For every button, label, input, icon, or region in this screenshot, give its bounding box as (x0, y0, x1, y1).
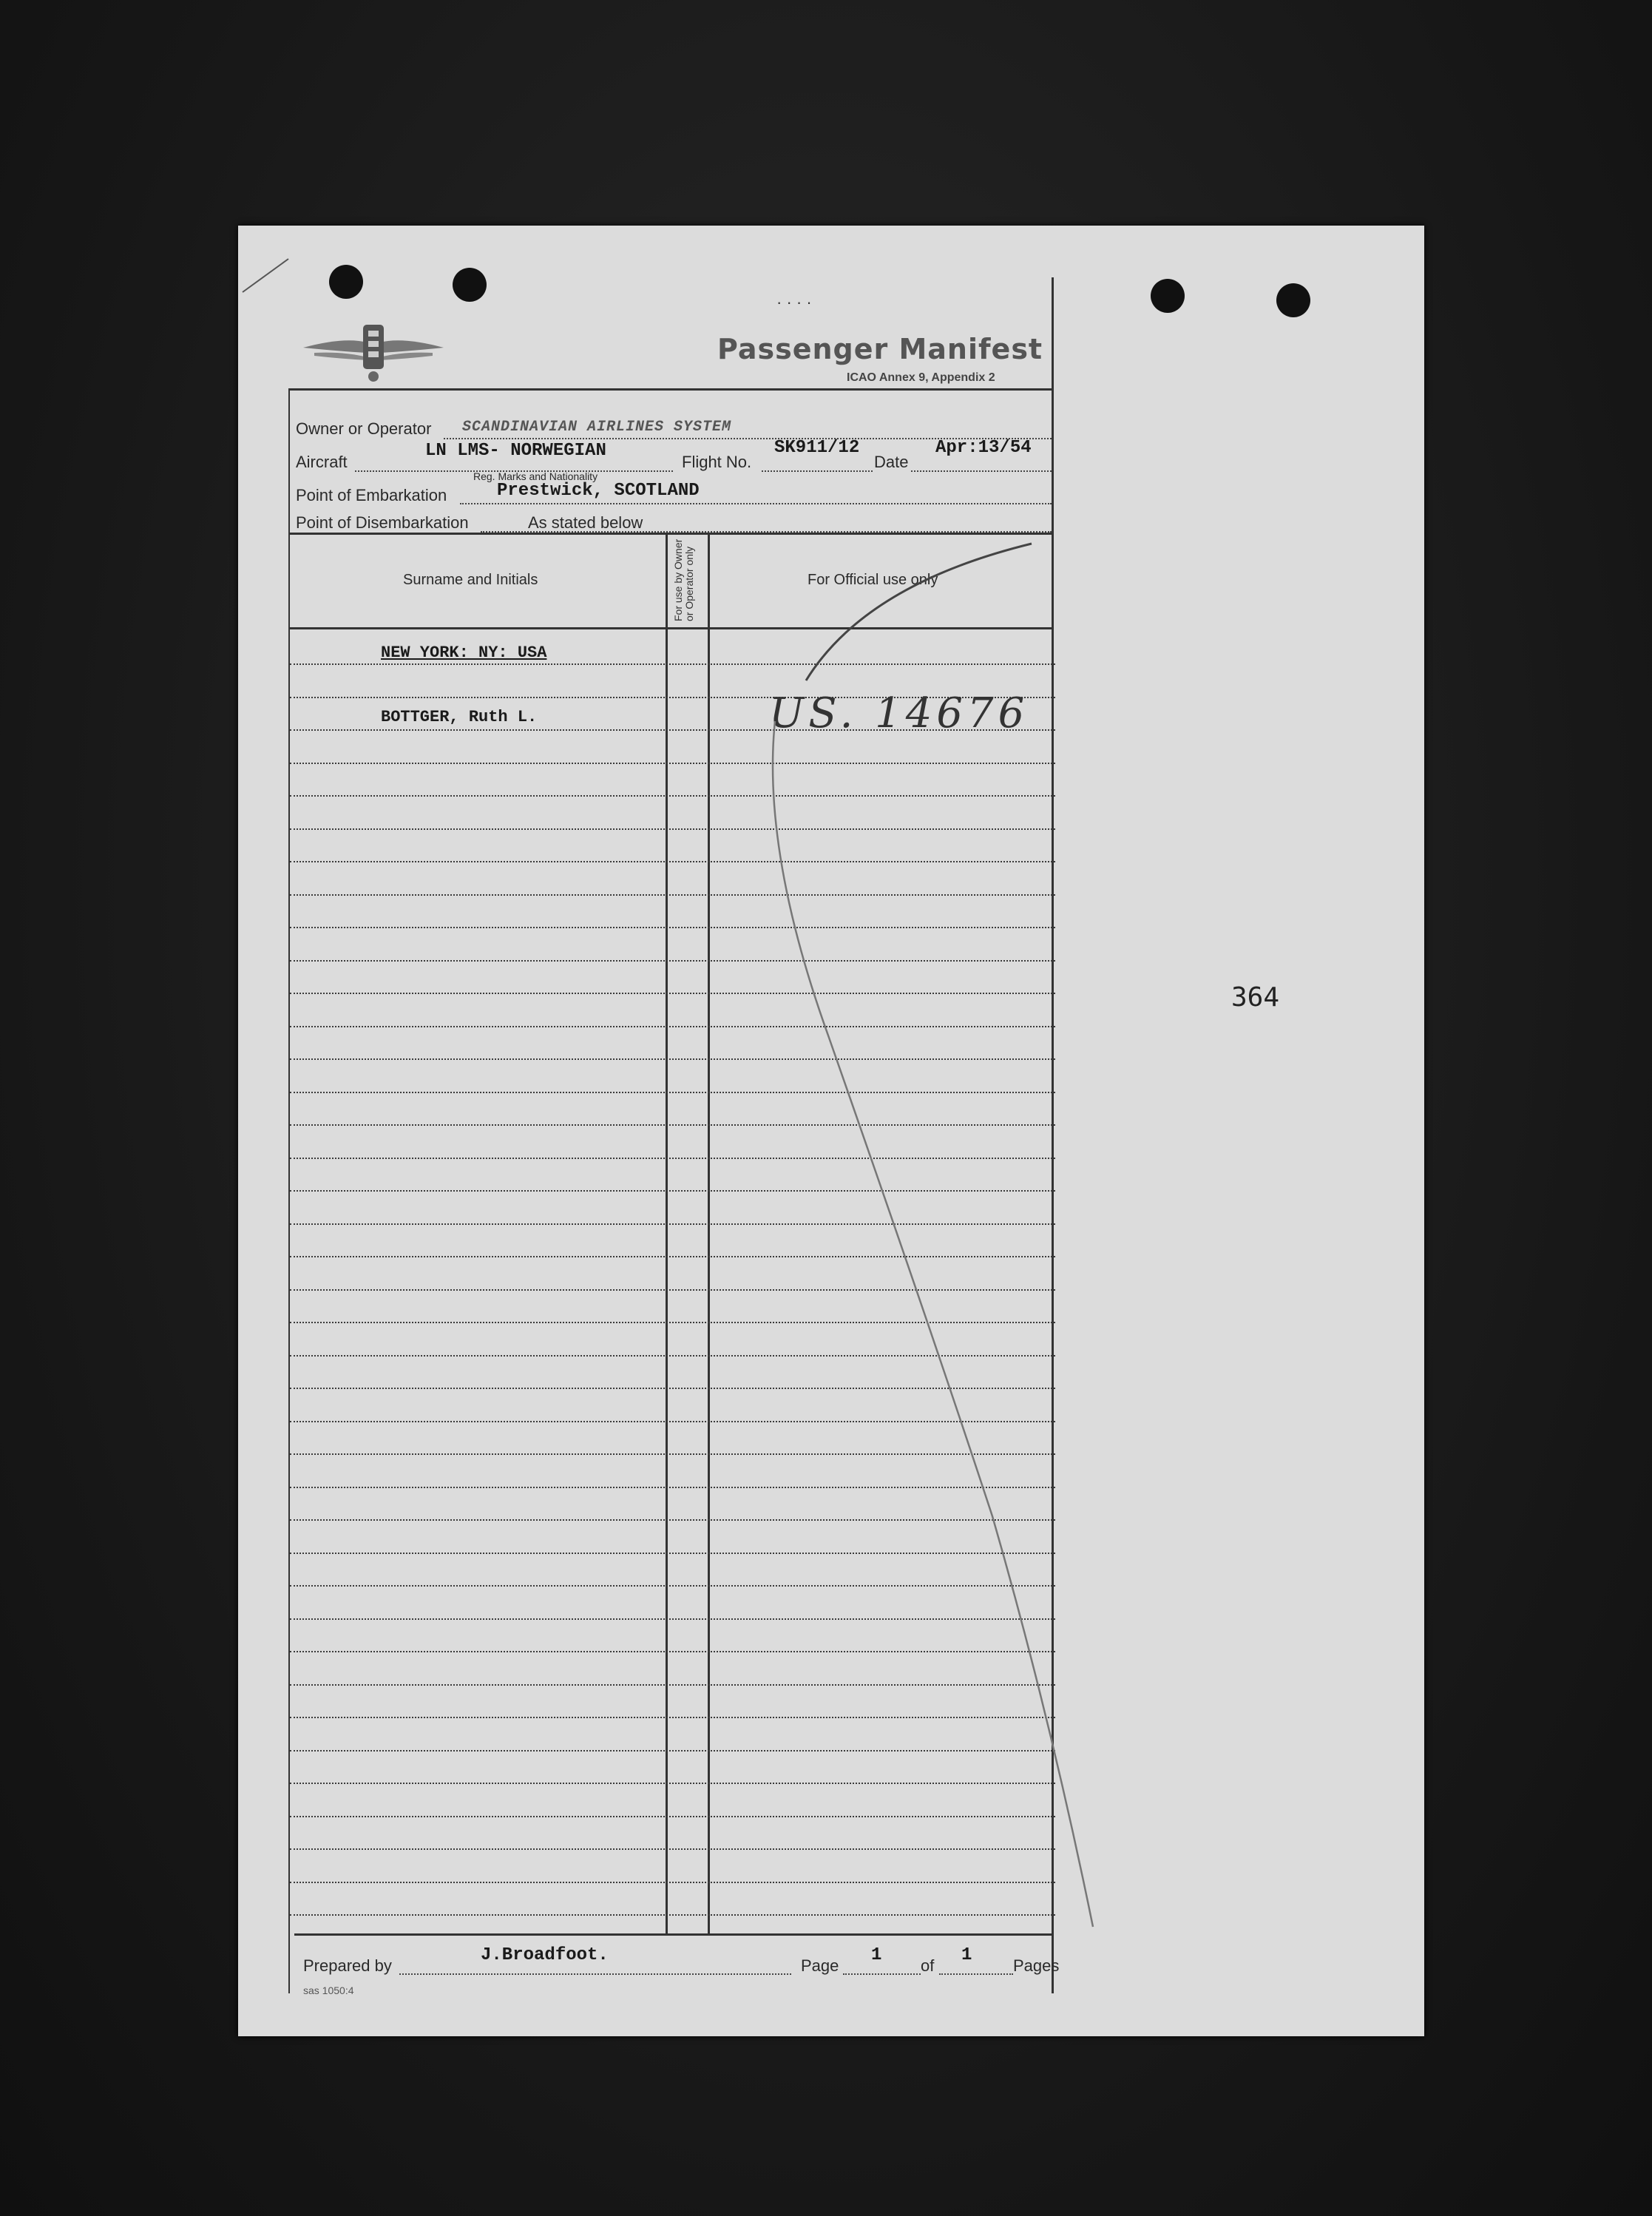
page-underline (843, 1973, 921, 1975)
embarkation-value: Prestwick, SCOTLAND (497, 481, 700, 501)
disembarkation-label: Point of Disembarkation (296, 513, 469, 532)
aircraft-value: LN LMS- NORWEGIAN (425, 441, 606, 461)
form-reference: ICAO Annex 9, Appendix 2 (847, 371, 995, 384)
aircraft-label: Aircraft (296, 453, 348, 471)
col-official-header: For Official use only (808, 572, 938, 588)
aircraft-sublabel: Reg. Marks and Nationality (473, 470, 598, 482)
date-label: Date (874, 453, 909, 471)
of-label: of (921, 1956, 935, 1975)
of-underline (939, 1973, 1013, 1975)
scribble-marks: · · · · (776, 293, 812, 311)
prepared-value: J.Broadfoot. (481, 1945, 609, 1965)
page-stamp-number: 364 (1231, 982, 1280, 1013)
page-value: 1 (871, 1945, 882, 1965)
flight-label: Flight No. (682, 453, 752, 471)
date-value: Apr:13/54 (935, 438, 1032, 458)
pages-label: Pages (1013, 1956, 1060, 1975)
embarkation-label: Point of Embarkation (296, 486, 447, 504)
disembarkation-value: As stated below (528, 513, 643, 532)
of-value: 1 (961, 1945, 972, 1965)
owner-value: SCANDINAVIAN AIRLINES SYSTEM (462, 419, 732, 436)
flight-value: SK911/12 (774, 438, 860, 458)
table-row-official-note: US. 14676 (769, 689, 1029, 737)
table-row-surname: BOTTGER, Ruth L. (381, 708, 538, 726)
page-label: Page (801, 1956, 839, 1975)
prepared-underline (399, 1973, 791, 1975)
prepared-label: Prepared by (303, 1956, 392, 1975)
table-bottom-line (294, 1933, 1054, 1936)
col-surname-header: Surname and Initials (403, 572, 538, 588)
form-title: Passenger Manifest (717, 333, 1043, 365)
table-row-surname: NEW YORK: NY: USA (381, 643, 547, 662)
col-owner-header: For use by Owner or Operator only (672, 538, 695, 621)
owner-label: Owner or Operator (296, 419, 432, 438)
form-code: sas 1050:4 (303, 1984, 354, 1996)
